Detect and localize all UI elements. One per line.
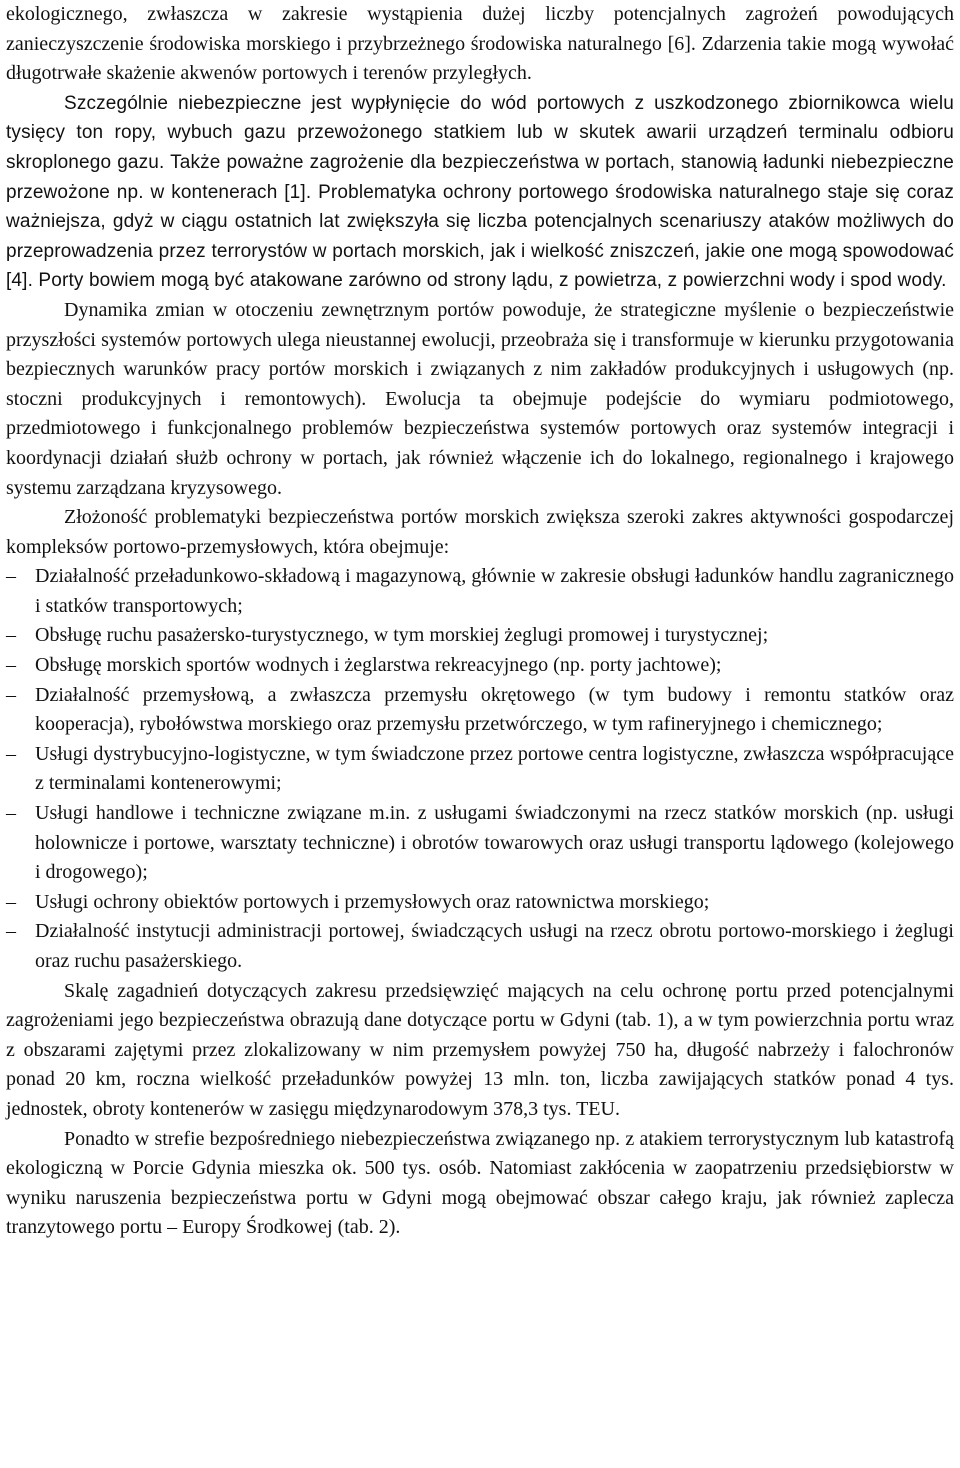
list-item xyxy=(6,799,954,888)
list-item-text: Obsługę morskich sportów wodnych i żeglarstwa rekreacyjnego (np. porty jachtowe); xyxy=(35,654,722,677)
list-item-text: Działalność przeładunkowo-składową i magazynową, głównie w zakresie obsługi ładunków handlu zagranicznego i statków transportowych; xyxy=(35,565,954,617)
list-dash-marker: – xyxy=(6,920,16,943)
list-dash-marker: – xyxy=(6,683,16,706)
list-item-text: Usługi handlowe i techniczne związane m.in. z usługami świadczonymi na rzecz statków morskich (np. usługi holownicze i portowe, warsztaty techniczne) i obrotów towarowych oraz usługi transportu lądowego (kolejowego i drogowego); xyxy=(35,802,954,884)
list-item-text: Działalność instytucji administracji portowej, świadczących usługi na rzecz obrotu portowo-morskiego i żeglugi oraz ruchu pasażerskiego. xyxy=(35,920,954,972)
paragraph-continuation: ekologicznego, zwłaszcza w zakresie wystąpienia dużej liczby potencjalnych zagrożeń powodujących zanieczyszczenie środowiska morskiego i przybrzeżnego środowiska naturalnego [6]. Zdarzenia takie mogą wywołać długotrwałe skażenie akwenów portowych i terenów przyległych. xyxy=(6,3,954,85)
list-dash-marker: – xyxy=(6,802,16,825)
list-item xyxy=(6,562,954,621)
list-item-text: Usługi ochrony obiektów portowych i przemysłowych oraz ratownictwa morskiego; xyxy=(35,890,710,913)
list-dash-marker: – xyxy=(6,565,16,588)
document-page xyxy=(6,0,954,1243)
list-item xyxy=(6,740,954,799)
list-dash-marker: – xyxy=(6,624,16,647)
list-dash-marker: – xyxy=(6,742,16,765)
list-item xyxy=(6,681,954,740)
paragraph-activity-scope: Złożoność problematyki bezpieczeństwa portów morskich zwiększa szeroki zakres aktywności gospodarczej kompleksów portowo-przemysłowych, która obejmuje: xyxy=(6,506,954,558)
paragraph-gdynia-scale: Skalę zagadnień dotyczących zakresu przedsięwzięć mających na celu ochronę portu przed potencjalnymi zagrożeniami jego bezpieczeństwa obrazują dane dotyczące portu w Gdyni (tab. 1), a w tym powierzchnia portu wraz z obszarami zajętymi przez zlokalizowany w nim przemysłem powyżej 750 ha, długość nabrzeży i falochronów ponad 20 km, roczna wielkość przeładunków powyżej 13 mln. ton, liczba zawijających statków ponad 4 tys. jednostek, obroty kontenerów w zasięgu międzynarodowym 378,3 tys. TEU. xyxy=(6,979,954,1120)
list-item-text: Usługi dystrybucyjno-logistyczne, w tym świadczone przez portowe centra logistyczne, zwłaszcza współpracujące z terminalami kontenerowymi; xyxy=(35,742,954,795)
paragraph-danger-zone: Ponadto w strefie bezpośredniego niebezpieczeństwa związanego np. z atakiem terrorystycznym lub katastrofą ekologiczną w Porcie Gdynia mieszka ok. 500 tys. osób. Natomiast zakłócenia w zaopatrzeniu przedsiębiorstw w wyniku naruszenia bezpieczeństwa portu w Gdyni mogą obejmować obszar całego kraju, jak również zaplecza tranzytowego portu – Europy Środkowej (tab. 2). xyxy=(6,1127,954,1239)
list-item-text: Obsługę ruchu pasażersko-turystycznego, w tym morskiej żeglugi promowej i turystycznej; xyxy=(35,624,769,647)
list-item xyxy=(6,621,954,651)
list-item-text: Działalność przemysłową, a zwłaszcza przemysłu okrętowego (w tym budowy i remontu statków oraz kooperacja), rybołówstwa morskiego oraz przemysłu przetwórczego, w tym rafineryjnego i chemicznego; xyxy=(35,683,954,736)
paragraph-port-hazards: Szczególnie niebezpieczne jest wypłynięcie do wód portowych z uszkodzonego zbiornikowca wielu tysięcy ton ropy, wybuch gazu przewożonego statkiem lub w skutek awarii urządzeń terminalu odbioru skroplonego gazu. Także poważne zagrożenie dla bezpieczeństwa w portach, stanowią ładunki niebezpieczne przewożone np. w kontenerach [1]. Problematyka ochrony portowego środowiska naturalnego staje się coraz ważniejsza, gdyż w ciągu ostatnich lat zwiększyła się liczba potencjalnych scenariuszy ataków możliwych do przeprowadzenia przez terrorystów w portach morskich, jak i wielkość zniszczeń, jakie one mogą spowodować [4]. Porty bowiem mogą być atakowane zarówno od strony lądu, z powietrza, z powierzchni wody i spod wody. xyxy=(6,92,954,292)
list-item xyxy=(6,651,954,681)
activity-list xyxy=(6,562,954,976)
list-dash-marker: – xyxy=(6,654,16,677)
list-dash-marker: – xyxy=(6,890,16,913)
list-item xyxy=(6,888,954,918)
list-item xyxy=(6,917,954,976)
paragraph-security-dynamics: Dynamika zmian w otoczeniu zewnętrznym portów powoduje, że strategiczne myślenie o bezpieczeństwie przyszłości systemów portowych ulega nieustannej ewolucji, przeobraża się i transformuje w kierunku przygotowania bezpiecznych warunków pracy portów morskich i związanych z nim zakładów produkcyjnych i usługowych (np. stoczni produkcyjnych i remontowych). Ewolucja ta obejmuje podejście do wymiaru podmiotowego, przedmiotowego i funkcjonalnego problemów bezpieczeństwa systemów portowych oraz systemów integracji i koordynacji działań służb ochrony w portach, jak również włączenie ich do lokalnego, regionalnego i krajowego systemu zarządzana kryzysowego. xyxy=(6,298,954,499)
